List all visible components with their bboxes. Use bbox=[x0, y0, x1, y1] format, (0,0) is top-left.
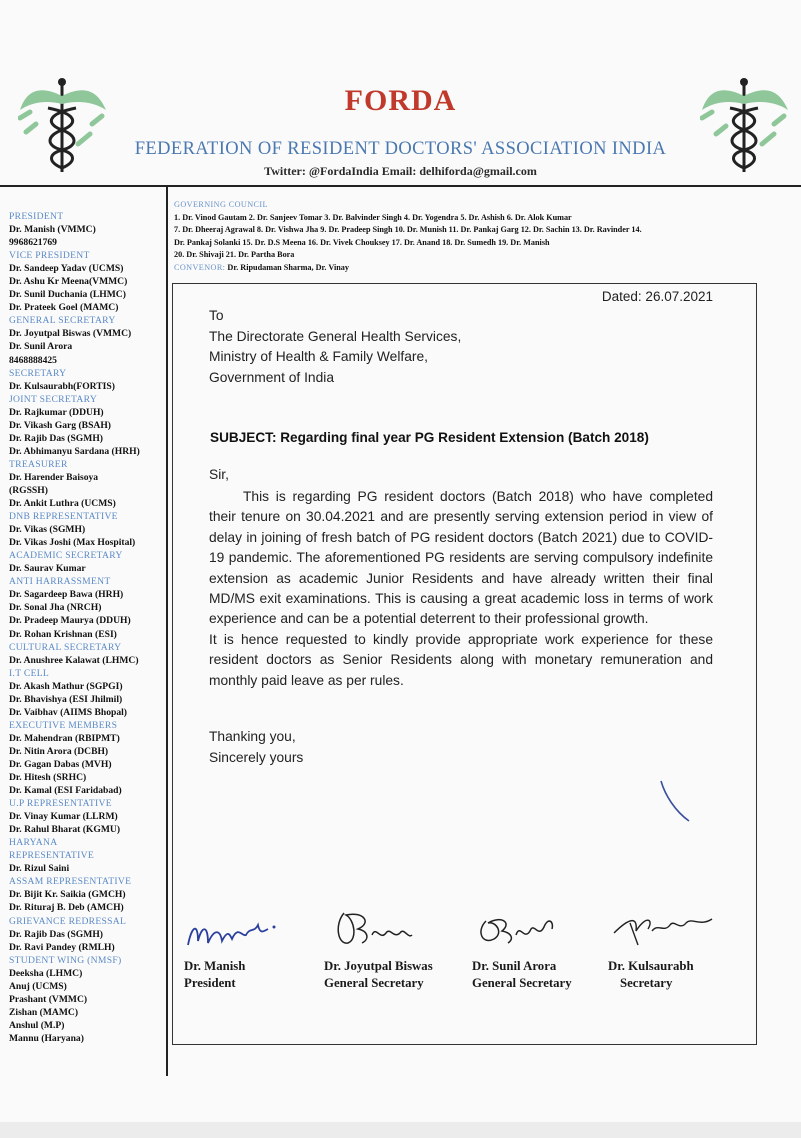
sidebar-member: Dr. Sunil Arora bbox=[9, 341, 73, 353]
sidebar-member: Dr. Joyutpal Biswas (VMMC) bbox=[9, 328, 132, 340]
sidebar-member: Dr. Ankit Luthra (UCMS) bbox=[9, 498, 116, 510]
sidebar-heading: STUDENT WING (NMSF) bbox=[9, 954, 122, 966]
governing-council bbox=[174, 199, 794, 275]
sidebar-member: Dr. Vinay Kumar (LLRM) bbox=[9, 811, 118, 823]
sidebar-member: Dr. Sagardeep Bawa (HRH) bbox=[9, 589, 124, 601]
signature-block-gen-sec-2 bbox=[472, 905, 572, 991]
governing-council-heading: GOVERNING COUNCIL bbox=[174, 200, 268, 209]
signature-scribble bbox=[184, 905, 279, 953]
sidebar-heading: CULTURAL SECRETARY bbox=[9, 641, 122, 653]
signatory-name: Dr. Sunil Arora bbox=[472, 959, 557, 973]
signature-block-gen-sec-1 bbox=[324, 905, 433, 991]
sidebar-member: Dr. Bijit Kr. Saikia (GMCH) bbox=[9, 889, 126, 901]
closing-line: Thanking you, bbox=[209, 729, 296, 744]
sidebar-heading: ASSAM REPRESENTATIVE bbox=[9, 876, 132, 888]
sidebar-member: Dr. Anushree Kalawat (LHMC) bbox=[9, 654, 139, 666]
sidebar-member: Prashant (VMMC) bbox=[9, 993, 88, 1005]
sidebar-member: Dr. Akash Mathur (SGPGI) bbox=[9, 680, 123, 692]
sidebar-member: Dr. Rituraj B. Deb (AMCH) bbox=[9, 902, 124, 914]
sidebar-heading: DNB REPRESENTATIVE bbox=[9, 511, 118, 523]
letter-subject: SUBJECT: Regarding final year PG Resident Extension (Batch 2018) bbox=[210, 430, 649, 445]
sidebar-member: Dr. Rajib Das (SGMH) bbox=[9, 928, 103, 940]
org-contact: Twitter: @FordaIndia Email: delhiforda@gmail.com bbox=[264, 164, 537, 178]
address-line: Government of India bbox=[209, 369, 335, 385]
sidebar-member: Mannu (Haryana) bbox=[9, 1032, 84, 1044]
sidebar-member: Dr. Saurav Kumar bbox=[9, 563, 86, 575]
sidebar-heading: PRESIDENT bbox=[9, 211, 64, 222]
signature-scribble bbox=[324, 905, 424, 953]
sidebar-member: Dr. Prateek Goel (MAMC) bbox=[9, 302, 119, 314]
sidebar-heading: VICE PRESIDENT bbox=[9, 250, 90, 262]
sidebar-member: Dr. Vikas Joshi (Max Hospital) bbox=[9, 537, 136, 549]
sidebar-member: Dr. Rizul Saini bbox=[9, 863, 70, 875]
sidebar-heading: REPRESENTATIVE bbox=[9, 850, 94, 862]
sidebar-member: Dr. Vikas (SGMH) bbox=[9, 524, 86, 536]
office-bearers-sidebar bbox=[9, 210, 167, 1045]
body-paragraph: This is regarding PG resident doctors (Batch 2018) who have completed their tenure on 30.04.2021 and are presently serving extension period in view of delay in joining of fresh batch of PG resident doctors (Batch 2021) due to COVID-19 pandemic. The aforementioned PG residents are serving compulsory indefinite extension as academic Junior Residents and have already written their final MD/MS exit examinations. This is causing a great academic loss in terms of work experience and can be a potential deterrent to their professional growth. bbox=[209, 489, 713, 627]
convenor-line bbox=[174, 262, 794, 275]
sidebar-member: Dr. Mahendran (RBIPMT) bbox=[9, 732, 120, 744]
governing-council-line: Dr. Pankaj Solanki 15. Dr. D.S Meena 16. Dr. Vivek Chouksey 17. Dr. Anand 18. Dr. Sumedh 19. Dr. Manish bbox=[174, 237, 550, 247]
sidebar-member: Dr. Abhimanyu Sardana (HRH) bbox=[9, 445, 140, 457]
sidebar-heading: I.T CELL bbox=[9, 667, 50, 679]
signatory-role: General Secretary bbox=[472, 975, 572, 990]
sidebar-heading: GRIEVANCE REDRESSAL bbox=[9, 915, 127, 927]
org-title: FORDA bbox=[344, 84, 457, 117]
sidebar-member: Dr. Kamal (ESI Faridabad) bbox=[9, 785, 122, 797]
convenor-label: CONVENOR: bbox=[174, 262, 226, 272]
sidebar-member: Dr. Bhavishya (ESI Jhilmil) bbox=[9, 693, 123, 705]
sidebar-member: Dr. Rohan Krishnan (ESI) bbox=[9, 628, 117, 640]
sidebar-member: Dr. Sunil Duchania (LHMC) bbox=[9, 289, 126, 301]
sidebar-member: Dr. Harender Baisoya bbox=[9, 471, 99, 483]
sidebar-member: Deeksha (LHMC) bbox=[9, 967, 83, 979]
sidebar-member: Anuj (UCMS) bbox=[9, 980, 67, 992]
sidebar-heading: SECRETARY bbox=[9, 367, 67, 379]
sidebar-member: Dr. Hitesh (SRHC) bbox=[9, 772, 87, 784]
sidebar-heading: JOINT SECRETARY bbox=[9, 393, 98, 405]
signatory-name: Dr. Joyutpal Biswas bbox=[324, 959, 433, 973]
sidebar-member: Dr. Kulsaurabh(FORTIS) bbox=[9, 380, 115, 392]
signature-scribble bbox=[472, 905, 562, 953]
sidebar-member: Dr. Pradeep Maurya (DDUH) bbox=[9, 615, 131, 627]
sidebar-member: (RGSSH) bbox=[9, 484, 48, 496]
governing-council-line: 20. Dr. Shivaji 21. Dr. Partha Bora bbox=[174, 250, 295, 260]
sidebar-member: Dr. Rahul Bharat (KGMU) bbox=[9, 824, 121, 836]
closing-line: Sincerely yours bbox=[209, 749, 304, 765]
pen-mark bbox=[655, 775, 695, 825]
signatory-role: President bbox=[184, 975, 236, 990]
sidebar-member: Dr. Rajib Das (SGMH) bbox=[9, 432, 103, 444]
sidebar-member: Dr. Vikash Garg (BSAH) bbox=[9, 419, 111, 431]
sidebar-member: Dr. Gagan Dabas (MVH) bbox=[9, 758, 112, 770]
address-line: To bbox=[209, 308, 224, 323]
sidebar-heading: U.P REPRESENTATIVE bbox=[9, 798, 112, 810]
sidebar-member: Dr. Vaibhav (AIIMS Bhopal) bbox=[9, 706, 128, 718]
sidebar-member: Dr. Manish (VMMC) bbox=[9, 224, 96, 236]
sidebar-heading: TREASURER bbox=[9, 458, 68, 470]
page-bottom-edge bbox=[0, 1122, 801, 1138]
sidebar-heading: ANTI HARRASSMENT bbox=[9, 576, 111, 588]
signature-scribble bbox=[608, 905, 718, 953]
governing-council-line: 7. Dr. Dheeraj Agrawal 8. Dr. Vishwa Jha 9. Dr. Pradeep Singh 10. Dr. Munish 11. Dr. Pankaj Garg 12. Dr. Sachin 13. Dr. Ravinder 14. bbox=[174, 225, 642, 235]
signatory-role: General Secretary bbox=[324, 975, 424, 990]
sidebar-member: Dr. Ashu Kr Meena(VMMC) bbox=[9, 276, 128, 288]
sidebar-member: 9968621769 bbox=[9, 237, 57, 249]
sidebar-heading: ACADEMIC SECRETARY bbox=[9, 550, 123, 562]
convenor-names: Dr. Ripudaman Sharma, Dr. Vinay bbox=[227, 262, 349, 272]
signature-block-secretary bbox=[608, 905, 718, 991]
closing bbox=[209, 727, 303, 768]
sidebar-member: Dr. Rajkumar (DDUH) bbox=[9, 406, 104, 418]
salutation: Sir, bbox=[209, 467, 229, 482]
recipient-address bbox=[209, 306, 461, 388]
sidebar-heading: GENERAL SECRETARY bbox=[9, 315, 116, 327]
letter-body bbox=[209, 487, 713, 691]
org-subtitle: FEDERATION OF RESIDENT DOCTORS' ASSOCIATION INDIA bbox=[134, 139, 667, 159]
address-line: Ministry of Health & Family Welfare, bbox=[209, 349, 429, 364]
address-line: The Directorate General Health Services, bbox=[209, 328, 462, 344]
sidebar-member: Dr. Ravi Pandey (RMLH) bbox=[9, 941, 115, 953]
governing-council-line: 1. Dr. Vinod Gautam 2. Dr. Sanjeev Tomar 3. Dr. Balvinder Singh 4. Dr. Yogendra 5. Dr. Ashish 6. Dr. Alok Kumar bbox=[174, 212, 572, 222]
signatory-role: Secretary bbox=[620, 975, 673, 990]
letter-date: Dated: 26.07.2021 bbox=[601, 289, 713, 304]
sidebar-member: Anshul (M.P) bbox=[9, 1019, 65, 1031]
signatory-name: Dr. Manish bbox=[184, 959, 246, 973]
sidebar-member: Zishan (MAMC) bbox=[9, 1006, 79, 1018]
sidebar-member: Dr. Sonal Jha (NRCH) bbox=[9, 602, 102, 614]
sidebar-member: Dr. Nitin Arora (DCBH) bbox=[9, 745, 109, 757]
signature-block-president bbox=[184, 905, 279, 991]
sidebar-member: Dr. Sandeep Yadav (UCMS) bbox=[9, 263, 124, 275]
sidebar-member: 8468888425 bbox=[9, 354, 57, 366]
sidebar-heading: EXECUTIVE MEMBERS bbox=[9, 719, 118, 731]
signatory-name: Dr. Kulsaurabh bbox=[608, 959, 694, 973]
sidebar-heading: HARYANA bbox=[9, 837, 58, 849]
body-paragraph: It is hence requested to kindly provide appropriate work experience for these resident doctors as Senior Residents along with monetary remuneration and monthly paid leave as per rules. bbox=[209, 631, 713, 688]
header-divider bbox=[0, 185, 801, 187]
